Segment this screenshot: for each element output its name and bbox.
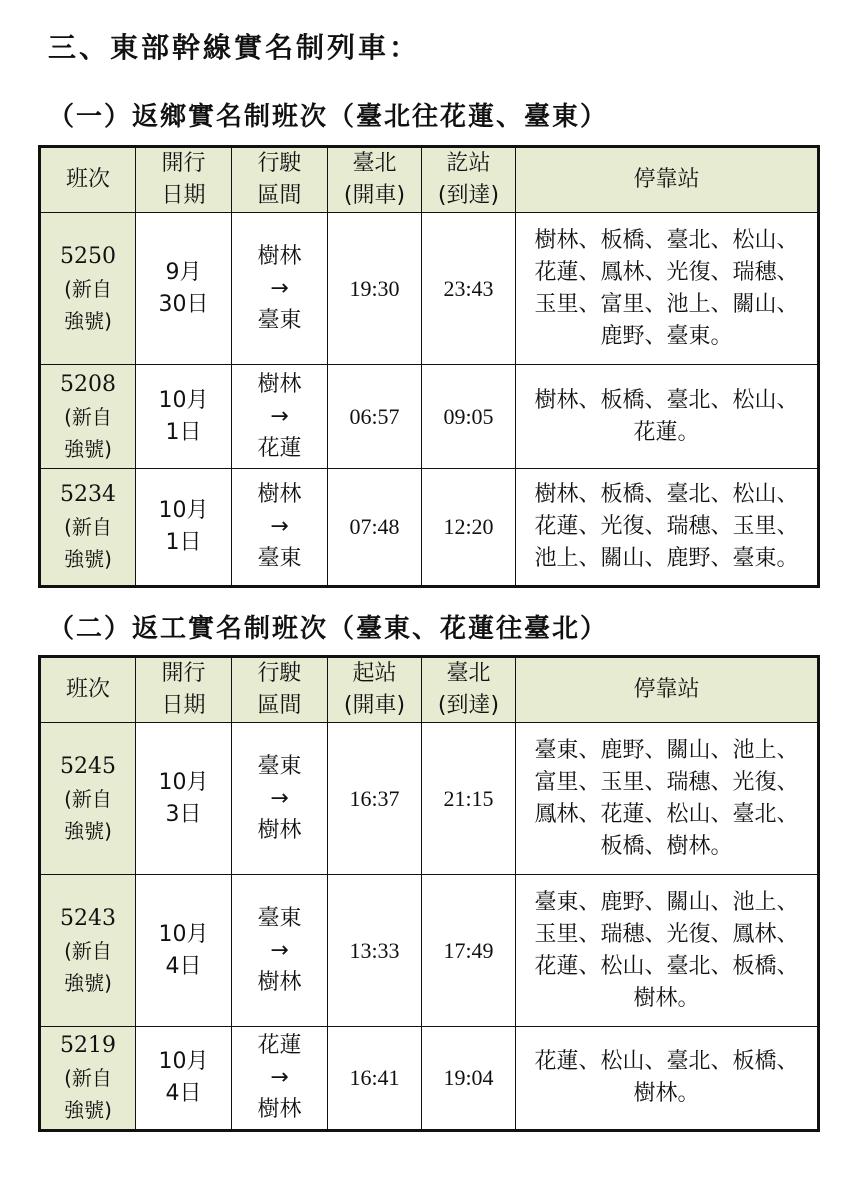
train-number: 5234 [60,482,116,507]
train-number: 5250 [60,243,116,269]
route-to: 臺東 [257,307,302,333]
run-date-cell [136,723,232,875]
stops-line: 板橋、樹林。 [600,833,733,859]
header-line-1: 起站 [352,661,397,686]
run-date-month: 10月 [158,1049,209,1074]
stops-line: 臺東、鹿野、關山、池上、 [534,889,799,915]
route-cell [232,723,328,875]
header-arrive [422,147,516,213]
train-type-line-2: 強號) [64,436,112,461]
stops-line: 花蓮、松山、臺北、板橋、 [534,1049,799,1074]
header-stops: 停靠站 [516,147,819,213]
train-type-line-1: (新自 [64,404,112,429]
train-type-line-1: (新自 [64,276,112,301]
header-stops: 停靠站 [516,657,819,723]
train-number-cell [40,469,136,587]
header-line-1: 訖站 [446,151,491,176]
run-date-cell [136,875,232,1027]
header-arrive [422,657,516,723]
table-row [40,365,819,469]
run-date-month: 10月 [158,387,209,413]
stops-line: 樹林。 [633,1081,700,1106]
train-number: 5208 [60,371,116,397]
stops-line: 池上、關山、鹿野、臺東。 [534,546,799,571]
header-run-date [136,657,232,723]
route-cell [232,875,328,1027]
stops-cell [516,875,819,1027]
header-line-1: 行駛 [257,661,302,686]
table-row [40,723,819,875]
run-date-day: 1日 [165,530,202,555]
run-date-day: 3日 [165,801,202,827]
header-run-date [136,147,232,213]
header-depart [328,147,422,213]
stops-line: 樹林、板橋、臺北、松山、 [534,387,799,413]
route-arrow: → [270,937,289,963]
table-header [40,147,819,213]
route-to: 樹林 [257,817,302,843]
train-number-cell [40,875,136,1027]
table-body [40,213,819,587]
run-date-day: 4日 [165,953,202,979]
stops-line: 樹林。 [633,985,700,1011]
header-route [232,147,328,213]
route-arrow: → [270,514,289,539]
header-line-1: 臺北 [446,661,491,686]
stops-cell [516,365,819,469]
stops-line: 花蓮、光復、瑞穗、玉里、 [534,514,799,539]
train-number-cell [40,213,136,365]
table-header [40,657,819,723]
run-date-month: 9月 [165,259,202,285]
route-to: 臺東 [257,546,302,571]
train-type-line-2: 強號) [64,818,112,843]
stops-line: 鹿野、臺東。 [600,323,733,349]
arrive-time: 12:20 [422,469,516,587]
run-date-day: 30日 [158,291,209,317]
stops-line: 樹林、板橋、臺北、松山、 [534,482,799,507]
table-row [40,213,819,365]
run-date-cell [136,213,232,365]
page-heading: 三、東部幹線實名制列車： [48,31,421,64]
header-line-2: (到達) [437,693,500,718]
depart-time: 16:41 [328,1027,422,1131]
header-line-1: 行駛 [257,151,302,176]
train-number: 5245 [60,753,116,779]
header-line-2: (開車) [343,693,406,718]
run-date-month: 10月 [158,921,209,947]
route-from: 花蓮 [257,1033,302,1058]
table-row [40,875,819,1027]
route-arrow: → [270,1065,289,1090]
header-line-2: (到達) [437,183,500,208]
route-from: 樹林 [257,371,302,397]
table-body [40,723,819,1131]
schedule-table-homebound [38,145,820,588]
train-number-cell [40,1027,136,1131]
stops-line: 花蓮、松山、臺北、板橋、 [534,953,799,979]
train-type-line-1: (新自 [64,515,112,539]
arrive-time: 19:04 [422,1027,516,1131]
header-line-2: 日期 [161,693,206,718]
route-from: 樹林 [257,482,302,507]
header-line-1: 臺北 [352,151,397,176]
route-to: 花蓮 [257,435,302,461]
arrive-time: 23:43 [422,213,516,365]
run-date-day: 1日 [165,419,202,445]
depart-time: 13:33 [328,875,422,1027]
header-line-2: 日期 [161,183,206,208]
train-type-line-1: (新自 [64,786,112,811]
run-date-day: 4日 [165,1081,202,1106]
route-cell [232,213,328,365]
depart-time: 06:57 [328,365,422,469]
train-number-cell [40,723,136,875]
section1-title: （一）返鄉實名制班次（臺北往花蓮、臺東） [48,102,609,132]
route-cell [232,365,328,469]
run-date-cell [136,365,232,469]
stops-cell [516,1027,819,1131]
train-type-line-2: 強號) [64,547,112,571]
header-line-2: 區間 [257,693,302,718]
header-row [40,657,819,723]
arrive-time: 17:49 [422,875,516,1027]
route-from: 臺東 [257,753,302,779]
section2-title: （二）返工實名制班次（臺東、花蓮往臺北） [48,614,609,644]
arrive-time: 09:05 [422,365,516,469]
route-to: 樹林 [257,969,302,995]
depart-time: 19:30 [328,213,422,365]
header-train-no: 班次 [40,657,136,723]
stops-cell [516,213,819,365]
stops-line: 花蓮、鳳林、光復、瑞穗、 [534,259,799,285]
header-line-2: (開車) [343,183,406,208]
stops-cell [516,723,819,875]
header-line-1: 開行 [161,661,206,686]
train-type-line-2: 強號) [64,308,112,333]
stops-cell [516,469,819,587]
run-date-cell [136,469,232,587]
depart-time: 16:37 [328,723,422,875]
schedule-table-return [38,655,820,1132]
header-row [40,147,819,213]
train-number: 5243 [60,905,116,931]
stops-line: 鳳林、花蓮、松山、臺北、 [534,801,799,827]
stops-line: 富里、玉里、瑞穗、光復、 [534,769,799,795]
run-date-month: 10月 [158,769,209,795]
route-arrow: → [270,275,289,301]
header-train-no: 班次 [40,147,136,213]
route-from: 臺東 [257,905,302,931]
run-date-month: 10月 [158,498,209,523]
stops-line: 玉里、富里、池上、關山、 [534,291,799,317]
route-arrow: → [270,403,289,429]
stops-line: 玉里、瑞穗、光復、鳳林、 [534,921,799,947]
stops-line: 樹林、板橋、臺北、松山、 [534,227,799,253]
route-from: 樹林 [257,243,302,269]
stops-line: 臺東、鹿野、關山、池上、 [534,737,799,763]
train-number-cell [40,365,136,469]
route-cell [232,469,328,587]
train-type-line-1: (新自 [64,938,112,963]
route-to: 樹林 [257,1097,302,1122]
train-type-line-1: (新自 [64,1066,112,1090]
route-arrow: → [270,785,289,811]
header-line-1: 開行 [161,151,206,176]
arrive-time: 21:15 [422,723,516,875]
header-route [232,657,328,723]
table-row [40,1027,819,1131]
header-depart [328,657,422,723]
depart-time: 07:48 [328,469,422,587]
route-cell [232,1027,328,1131]
train-type-line-2: 強號) [64,1098,112,1122]
stops-line: 花蓮。 [633,419,700,445]
run-date-cell [136,1027,232,1131]
table-row [40,469,819,587]
train-number: 5219 [60,1033,116,1058]
train-type-line-2: 強號) [64,970,112,995]
header-line-2: 區間 [257,183,302,208]
